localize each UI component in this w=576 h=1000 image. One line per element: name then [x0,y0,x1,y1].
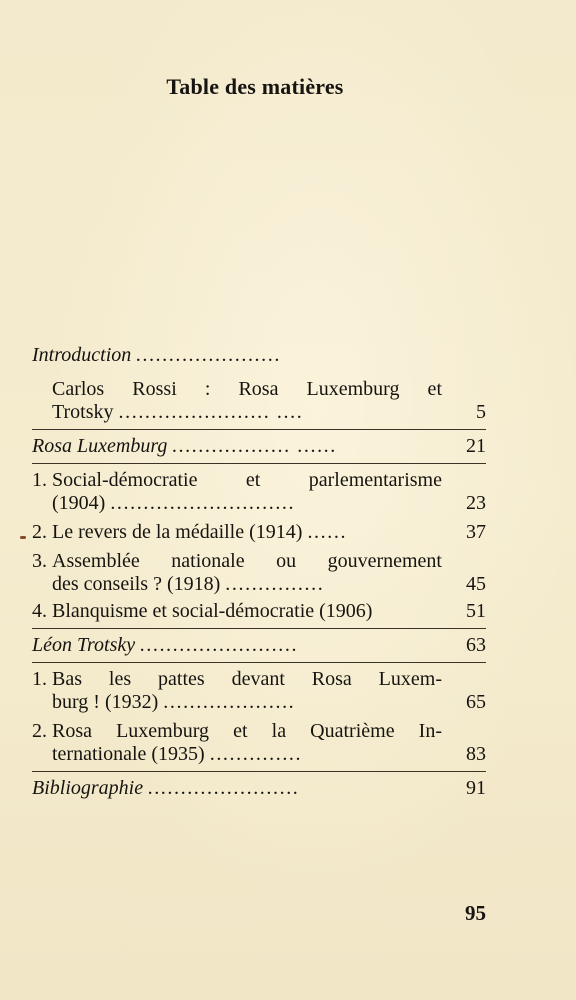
toc-entry-title-line: des conseils ? (1918) [52,573,221,595]
toc-entry-social-democratie [32,469,486,515]
leader-dots: ............... [225,573,325,595]
toc-page-number: 21 [466,435,486,457]
leader-dots: ........................ [140,634,299,656]
table-of-contents [32,344,486,800]
toc-entry-leon-trotsky [32,634,486,657]
toc-entry-number: 2. [32,720,47,742]
toc-page-number: 5 [476,401,486,423]
section-divider [32,771,486,772]
toc-entry-title-line: burg ! (1932) [52,691,159,713]
toc-entry-introduction [32,344,486,367]
toc-entry-title-line: Social-démocratie et parlementarisme [52,469,442,491]
toc-entry-number: 2. [32,521,47,543]
toc-entry-assemblee-nationale [32,550,486,596]
toc-entry-title: Blanquisme et social-démocratie (1906) [52,600,373,622]
toc-entry-quatrieme-internationale [32,720,486,766]
toc-entry-title-line: Carlos Rossi : Rosa Luxemburg et [52,378,442,400]
leader-dots: ....................... [148,777,300,799]
toc-entry-title: Le revers de la médaille (1914) [52,521,303,543]
ink-mark [20,536,26,539]
toc-page-number: 23 [466,492,486,514]
leader-dots: ............................ [110,492,296,514]
toc-entry-title: Introduction [32,344,132,366]
toc-entry-bas-les-pattes [32,668,486,714]
section-divider [32,628,486,629]
toc-page-number: 65 [466,691,486,713]
toc-entry-number: 3. [32,550,47,572]
toc-page-number: 37 [466,521,486,543]
leader-dots: .............. [209,743,303,765]
toc-entry-bibliographie [32,777,486,800]
toc-page-number: 83 [466,743,486,765]
toc-entry-revers-medaille [32,521,486,544]
section-divider [32,429,486,430]
toc-entry-title: Bibliographie [32,777,144,799]
toc-entry-title-line: (1904) [52,492,106,514]
toc-entry-title-line: Assemblée nationale ou gouvernement [52,550,442,572]
leader-dots: ...................... [136,344,282,366]
toc-entry-number: 1. [32,668,47,690]
toc-entry-title-line: Rosa Luxemburg et la Quatrième In- [52,720,442,742]
toc-page-number: 51 [466,600,486,622]
toc-entry-title-line: ternationale (1935) [52,743,205,765]
toc-entry-title-line: Bas les pattes devant Rosa Luxem- [52,668,442,690]
toc-entry-number: 1. [32,469,47,491]
toc-entry-carlos-rossi [32,378,486,424]
toc-entry-rosa-luxemburg [32,435,486,458]
toc-page-number: 63 [466,634,486,656]
leader-dots: .................. ...... [172,435,338,457]
leader-dots: ...... [307,521,348,543]
toc-entry-title: Rosa Luxemburg [32,435,168,457]
toc-entry-title-line: Trotsky [52,401,114,423]
toc-entry-blanquisme [32,600,486,623]
toc-entry-number: 4. [32,600,47,622]
toc-entry-title: Léon Trotsky [32,634,136,656]
leader-dots: ....................... .... [118,401,304,423]
toc-page-number: 91 [466,777,486,799]
leader-dots: .................... [163,691,296,713]
page-folio-number: 95 [465,901,486,925]
page-title: Table des matières [166,74,344,99]
section-divider [32,662,486,663]
section-divider [32,463,486,464]
toc-page-number: 45 [466,573,486,595]
